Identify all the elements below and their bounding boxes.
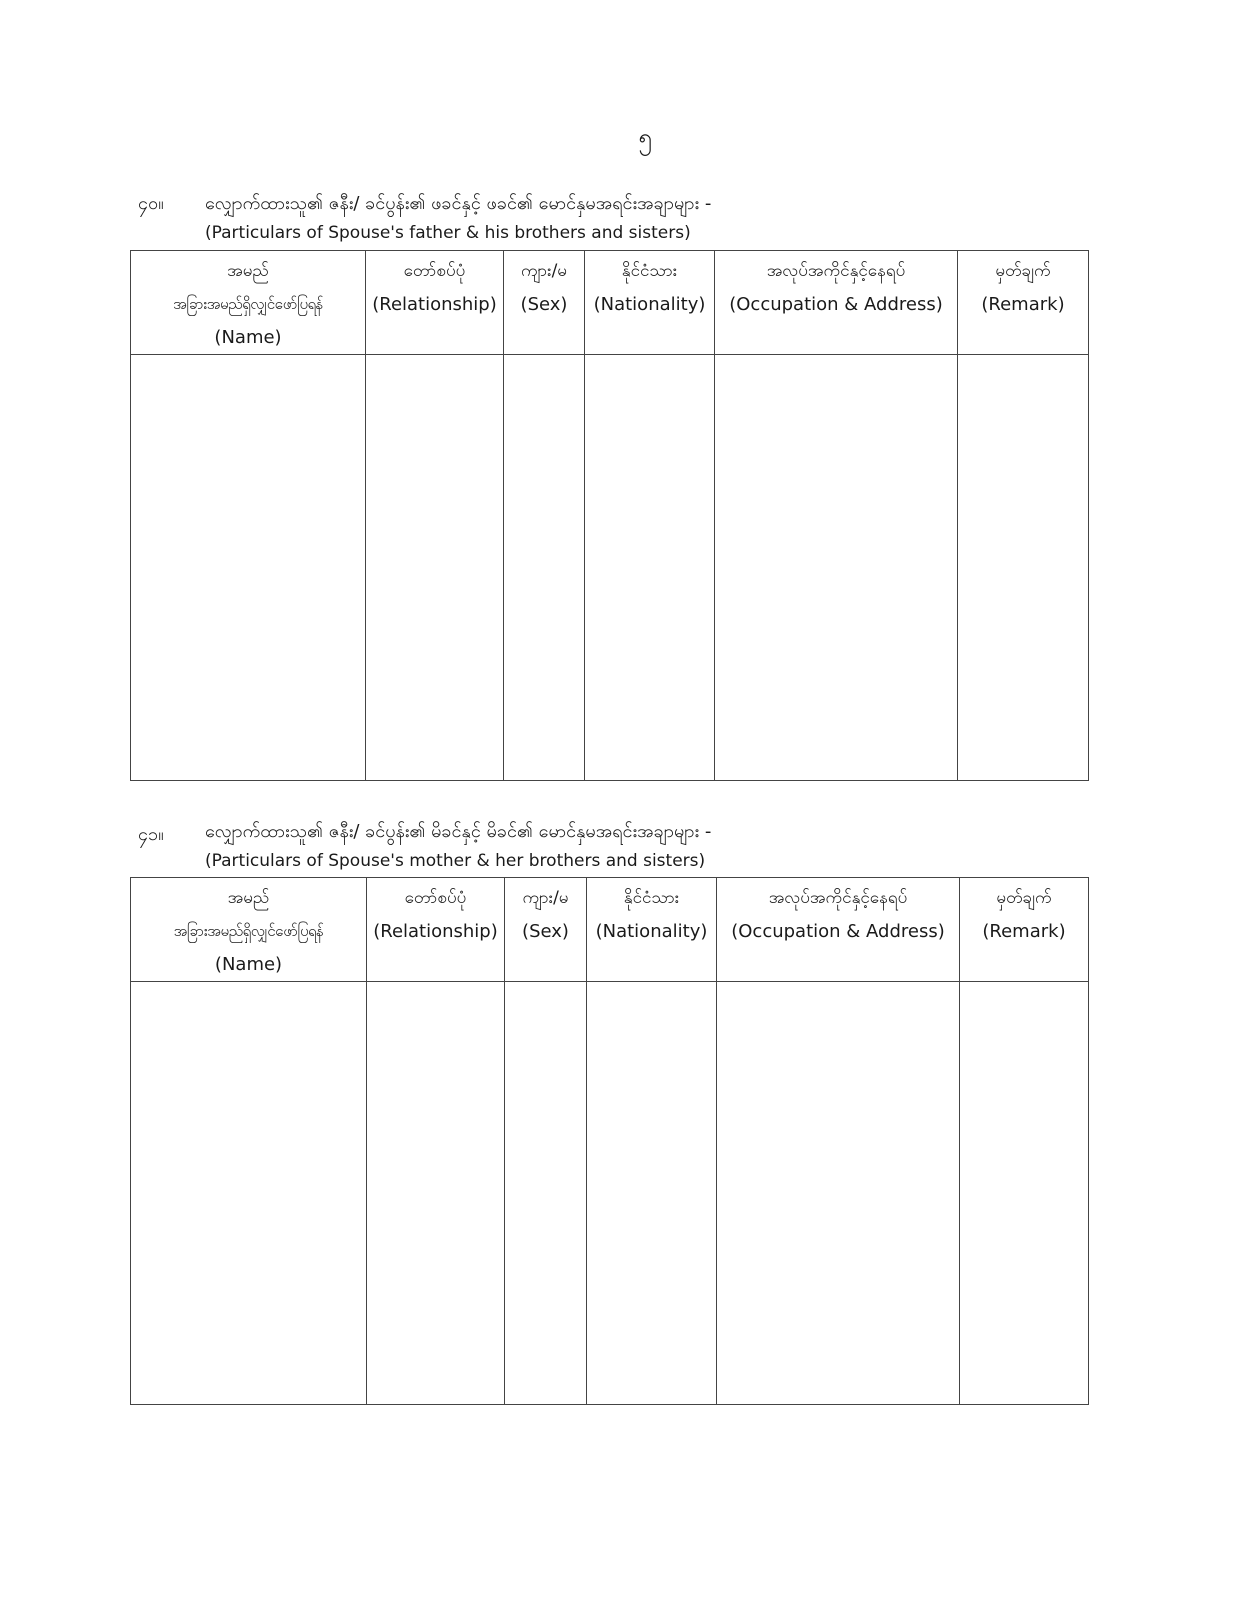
sex-header-english: (Sex) (520, 294, 568, 315)
occupation-cell[interactable] (717, 982, 960, 1405)
nationality-column-header (585, 251, 715, 355)
section-40-title-english: (Particulars of Spouse's father & his brothers and sisters) (205, 223, 691, 243)
section-41-title-english: (Particulars of Spouse's mother & her brothers and sisters) (205, 851, 706, 871)
name-header-burmese: အမည် (227, 888, 270, 908)
name-header-burmese-extra: အခြားအမည်ရှိလျှင်ဖော်ပြရန် (173, 922, 324, 940)
remark-header-english: (Remark) (981, 294, 1065, 315)
remark-cell[interactable] (960, 982, 1089, 1405)
remark-column-header (960, 878, 1089, 982)
table-header-row (131, 251, 1089, 355)
name-header-english: (Name) (214, 327, 282, 348)
remark-header-burmese: မှတ်ချက် (996, 888, 1052, 908)
remark-header-english: (Remark) (982, 921, 1066, 942)
table-row (131, 355, 1089, 781)
table-row (131, 982, 1089, 1405)
relationship-cell[interactable] (366, 355, 504, 781)
spouse-mother-table (130, 877, 1089, 1405)
occupation-header-burmese: အလုပ်အကိုင်နှင့်နေရပ် (766, 261, 906, 281)
nationality-header-english: (Nationality) (593, 294, 706, 315)
name-column-header (131, 878, 367, 982)
sex-header-burmese: ကျား/မ (522, 888, 569, 908)
remark-header-burmese: မှတ်ချက် (995, 261, 1051, 281)
relationship-header-english: (Relationship) (373, 921, 498, 942)
relationship-header-english: (Relationship) (372, 294, 497, 315)
section-40-title-burmese: လျှောက်ထားသူ၏ ဇနီး/ ခင်ပွန်း၏ ဖခင်နှင့် ဖခင်၏ မောင်နှမအရင်းအချာများ - (205, 193, 712, 214)
name-header-burmese: အမည် (227, 261, 269, 281)
name-header-english: (Name) (214, 954, 283, 975)
sex-header-english: (Sex) (522, 921, 569, 942)
occupation-header-english: (Occupation & Address) (731, 921, 945, 942)
sex-column-header (505, 878, 587, 982)
occupation-header-burmese: အလုပ်အကိုင်နှင့်နေရပ် (768, 888, 908, 908)
nationality-header-burmese: နိုင်ငံသား (621, 261, 678, 281)
occupation-column-header (717, 878, 960, 982)
nationality-cell[interactable] (585, 355, 715, 781)
occupation-cell[interactable] (715, 355, 958, 781)
name-cell[interactable] (131, 355, 366, 781)
page-number: ၅ (638, 123, 652, 151)
spouse-father-table (130, 250, 1089, 781)
remark-column-header (958, 251, 1089, 355)
relationship-cell[interactable] (367, 982, 505, 1405)
sex-column-header (504, 251, 585, 355)
name-header-burmese-extra: အခြားအမည်ရှိလျှင်ဖော်ပြရန် (173, 295, 323, 313)
section-40-number: ၄၀။ (138, 193, 164, 214)
sex-header-burmese: ကျား/မ (520, 261, 568, 281)
nationality-column-header (587, 878, 717, 982)
relationship-column-header (366, 251, 504, 355)
relationship-header-burmese: တော်စပ်ပုံ (403, 261, 466, 281)
table-header-row (131, 878, 1089, 982)
section-41-number: ၄၁။ (138, 824, 164, 845)
section-41-title-burmese: လျှောက်ထားသူ၏ ဇနီး/ ခင်ပွန်း၏ မိခင်နှင့် မိခင်၏ မောင်နှမအရင်းအချာများ - (205, 821, 712, 842)
occupation-column-header (715, 251, 958, 355)
sex-cell[interactable] (505, 982, 587, 1405)
name-column-header (131, 251, 366, 355)
sex-cell[interactable] (504, 355, 585, 781)
relationship-header-burmese: တော်စပ်ပုံ (404, 888, 467, 908)
nationality-header-burmese: နိုင်ငံသား (623, 888, 680, 908)
occupation-header-english: (Occupation & Address) (729, 294, 943, 315)
relationship-column-header (367, 878, 505, 982)
nationality-cell[interactable] (587, 982, 717, 1405)
remark-cell[interactable] (958, 355, 1089, 781)
nationality-header-english: (Nationality) (595, 921, 708, 942)
name-cell[interactable] (131, 982, 367, 1405)
